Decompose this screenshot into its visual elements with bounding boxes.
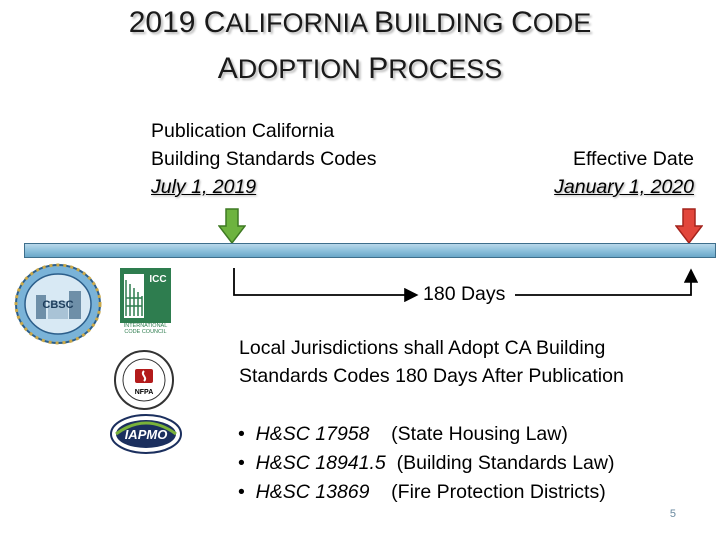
green-down-arrow-icon — [218, 208, 246, 244]
publication-date: July 1, 2019 — [151, 176, 257, 198]
effective-date: January 1, 2020 — [554, 176, 694, 198]
list-item: • H&SC 13869 (Fire Protection Districts) — [238, 481, 606, 503]
effective-text — [554, 145, 694, 201]
publication-line-2: Building Standards Codes — [151, 148, 377, 170]
local-line-1: Local Jurisdictions shall Adopt CA Building — [239, 337, 606, 359]
span-label: 180 Days — [423, 283, 506, 305]
svg-text:ICC: ICC — [149, 274, 167, 285]
svg-text:CBSC: CBSC — [42, 299, 74, 311]
title-line-2: ADOPTION PROCESS — [217, 52, 503, 85]
cbsc-seal-logo — [14, 263, 102, 345]
iapmo-logo — [110, 414, 182, 454]
list-item: • H&SC 17958 (State Housing Law) — [238, 423, 568, 445]
local-line-2: Standards Codes 180 Days After Publication — [239, 365, 624, 387]
publication-text — [151, 117, 376, 201]
icc-logo: ICC INTERNATIONAL CODE COUNCIL — [120, 268, 171, 338]
timeline-bar — [24, 243, 716, 258]
list-item: • H&SC 18941.5 (Building Standards Law) — [238, 452, 615, 474]
page-number: 5 — [669, 508, 676, 520]
publication-line-1: Publication California — [151, 120, 335, 142]
svg-text:NFPA: NFPA — [134, 389, 154, 396]
nfpa-logo — [113, 349, 175, 411]
local-jurisdictions-text — [239, 334, 624, 390]
red-down-arrow-icon — [675, 208, 703, 244]
effective-label: Effective Date — [572, 148, 694, 170]
svg-text:IAPMO: IAPMO — [124, 427, 168, 442]
statute-list — [238, 420, 614, 507]
title-line-1: 2019 CALIFORNIA BUILDING CODE — [128, 6, 592, 39]
